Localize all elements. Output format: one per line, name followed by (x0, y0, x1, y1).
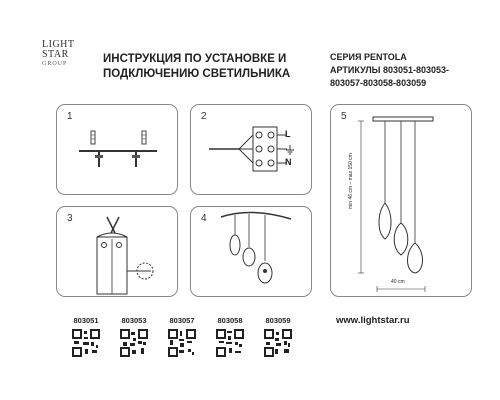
step-number: 4 (201, 213, 207, 224)
wiring-terminal-illustration (191, 105, 313, 196)
wire-label-neutral: N (285, 157, 292, 167)
step-panel-4 (190, 206, 312, 297)
article-code: 803057 (169, 316, 195, 325)
article-code: 803058 (217, 316, 243, 325)
shade-installation-illustration (191, 207, 313, 298)
step-panel-5 (330, 104, 472, 297)
step-number: 5 (341, 111, 347, 122)
width-dimension-label: 40 cm (391, 279, 405, 285)
qr-code (120, 329, 148, 357)
qr-code (72, 329, 100, 357)
brand-logo (42, 40, 82, 84)
title-line2: ПОДКЛЮЧЕНИЮ СВЕТИЛЬНИКА (103, 68, 291, 80)
mounting-bar-illustration (57, 105, 179, 196)
canopy-mounting-illustration (57, 207, 179, 298)
series-info (330, 51, 480, 90)
step-panel-2 (190, 104, 312, 195)
logo-text-line1: LIGHT (42, 39, 75, 50)
article-code: 803059 (265, 316, 291, 325)
articles-line1: АРТИКУЛЫ 803051-803053- (330, 65, 450, 75)
qr-code (216, 329, 244, 357)
step-number: 2 (201, 111, 207, 122)
page-title (103, 52, 303, 82)
qr-code (168, 329, 196, 357)
step-number: 1 (67, 111, 73, 122)
title-line1: ИНСТРУКЦИЯ ПО УСТАНОВКЕ И (103, 53, 287, 65)
logo-text-line3: GROUP (42, 61, 68, 67)
step-panel-3 (56, 206, 178, 297)
height-dimension-label: min 46 cm – max 150 cm (348, 153, 354, 209)
article-code: 803051 (73, 316, 99, 325)
wire-label-live: L (285, 129, 291, 139)
article-codes (69, 316, 309, 376)
website-link[interactable]: www.lightstar.ru (336, 315, 410, 326)
qr-code (264, 329, 292, 357)
article-code: 803053 (121, 316, 147, 325)
series-name: СЕРИЯ PENTOLA (330, 52, 407, 62)
logo-text-line2: STAR (42, 49, 69, 60)
step-panel-1 (56, 104, 178, 195)
articles-line2: 803057-803058-803059 (330, 78, 427, 88)
step-number: 3 (67, 213, 73, 224)
